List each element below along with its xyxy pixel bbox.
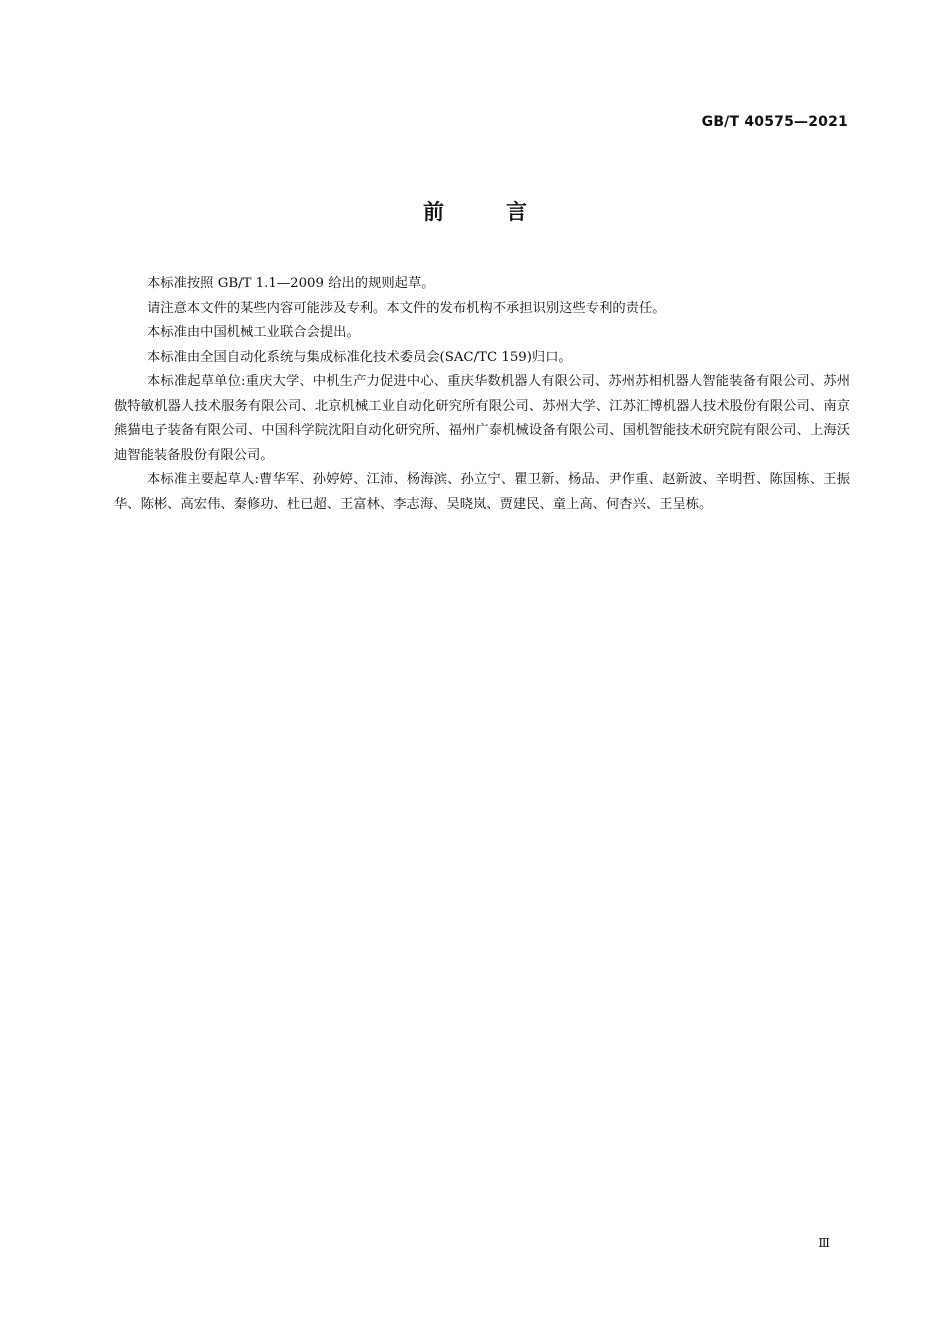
paragraph-drafting-units: 本标准起草单位:重庆大学、中机生产力促进中心、重庆华数机器人有限公司、苏州苏相机器人智能装备有限公司、苏州傲特敏机器人技术服务有限公司、北京机械工业自动化研究所有限公司、苏州大学、江苏汇博机器人技术股份有限公司、南京熊猫电子装备有限公司、中国科学院沈阳自动化研究所、福州广泰机械设备有限公司、国机智能技术研究院有限公司、上海沃迪智能装备股份有限公司。 bbox=[114, 374, 850, 463]
body-text bbox=[114, 272, 850, 517]
paragraph-drafting-rules: 本标准按照 GB/T 1.1—2009 给出的规则起草。 bbox=[147, 276, 435, 291]
paragraph-drafters: 本标准主要起草人:曹华军、孙婷婷、江沛、杨海滨、孙立宁、瞿卫新、杨品、尹作重、赵新波、辛明哲、陈国栋、王振华、陈彬、高宏伟、秦修功、杜已超、王富林、李志海、吴晓岚、贾建民、童上高、何杏兴、王呈栋。 bbox=[114, 472, 850, 512]
paragraph-patent-notice: 请注意本文件的某些内容可能涉及专利。本文件的发布机构不承担识别这些专利的责任。 bbox=[147, 300, 666, 316]
page-title: 前言 bbox=[423, 200, 589, 224]
standard-number: GB/T 40575—2021 bbox=[701, 114, 848, 130]
page-number: Ⅲ bbox=[818, 1236, 830, 1250]
paragraph-committee: 本标准由全国自动化系统与集成标准化技术委员会(SAC/TC 159)归口。 bbox=[147, 349, 572, 365]
paragraph-proposer: 本标准由中国机械工业联合会提出。 bbox=[147, 325, 360, 340]
